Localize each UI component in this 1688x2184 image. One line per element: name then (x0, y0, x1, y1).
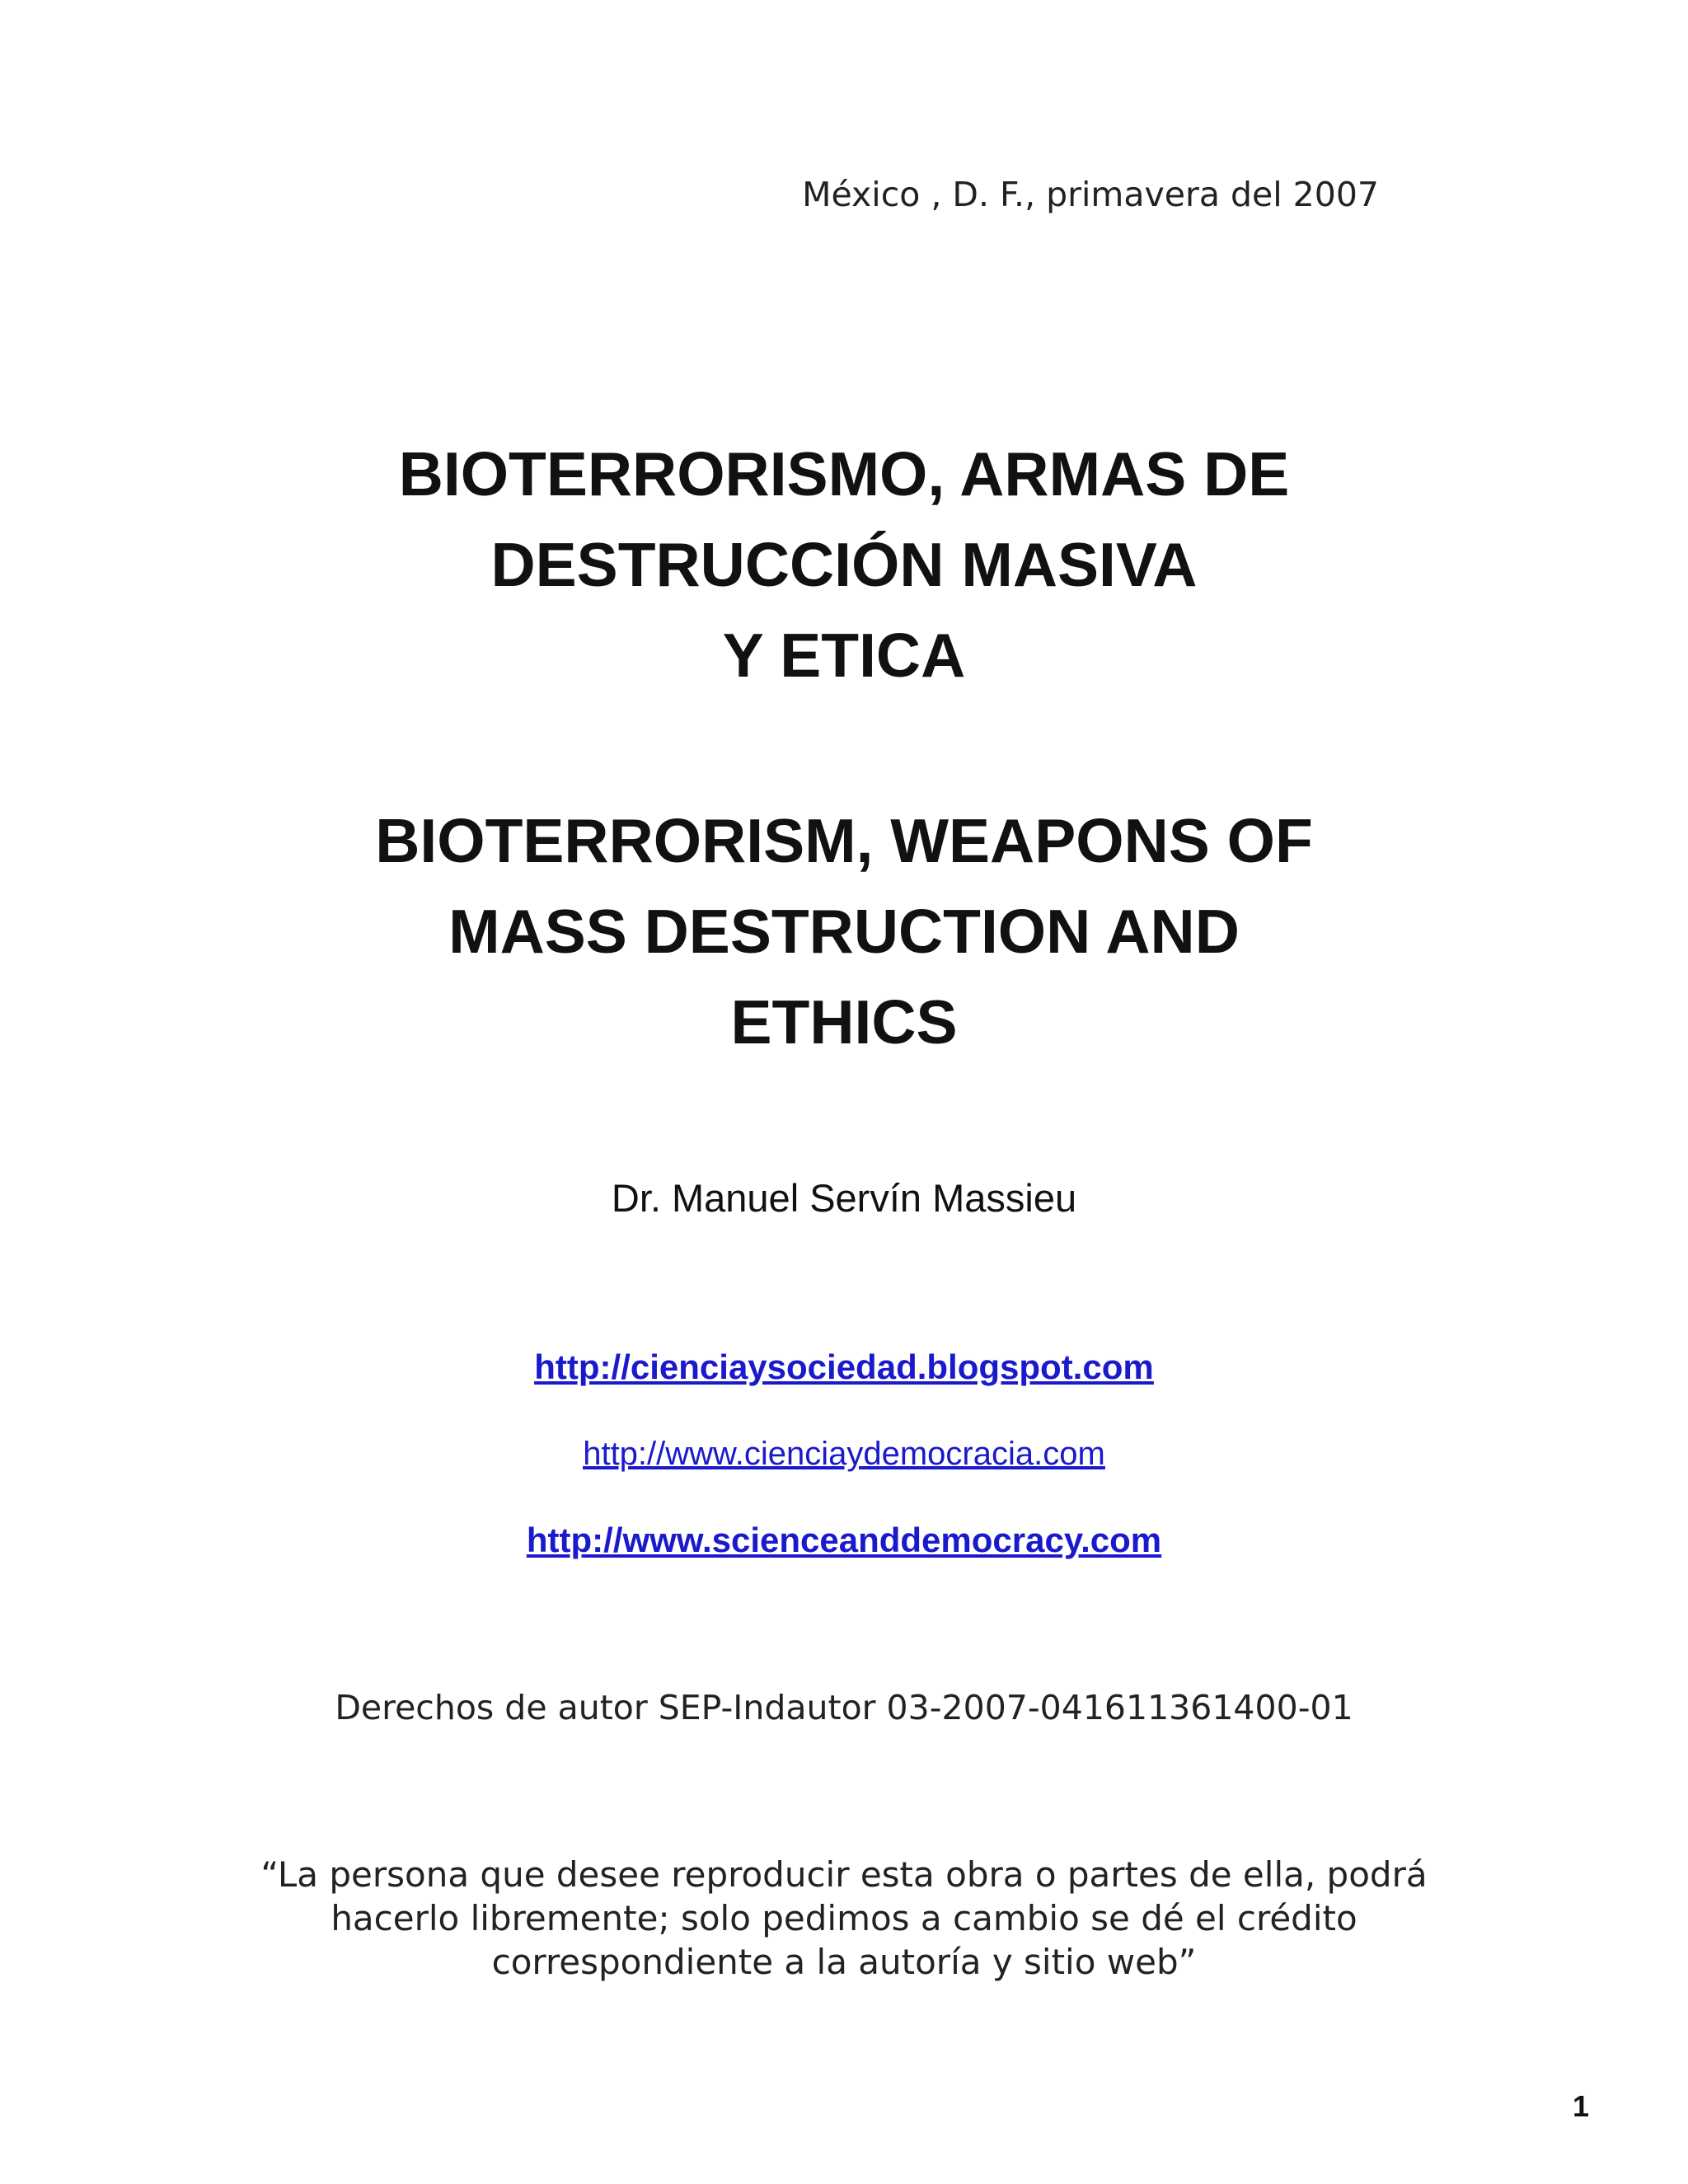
quote-line: correspondiente a la autoría y sitio web” (491, 1942, 1197, 1982)
title-spanish-line: DESTRUCCIÓN MASIVA (490, 530, 1198, 599)
link-row (0, 1347, 1688, 1387)
title-spanish (0, 429, 1688, 701)
science-democracy-link[interactable]: http://www.scienceanddemocracy.com (526, 1521, 1162, 1559)
reproduction-quote (0, 1853, 1688, 1984)
title-english-line: ETHICS (730, 987, 958, 1057)
title-spanish-line: BIOTERRORISMO, ARMAS DE (398, 439, 1290, 509)
blog-link[interactable]: http://cienciaysociedad.blogspot.com (534, 1347, 1154, 1386)
title-english (0, 795, 1688, 1067)
link-row (0, 1436, 1688, 1473)
copyright-notice: Derechos de autor SEP-Indautor 03-2007-041611361400-01 (335, 1688, 1353, 1727)
title-english-line: MASS DESTRUCTION AND (448, 897, 1240, 966)
quote-line: “La persona que desee reproducir esta obra o partes de ella, podrá (260, 1854, 1428, 1895)
link-row (0, 1521, 1688, 1560)
date-line: México , D. F., primavera del 2007 (802, 175, 1379, 214)
title-english-line: BIOTERRORISM, WEAPONS OF (375, 806, 1313, 875)
quote-line: hacerlo libremente; solo pedimos a cambio se dé el crédito (331, 1898, 1357, 1938)
page-number: 1 (1572, 2089, 1589, 2123)
ciencia-democracia-link[interactable]: http://www.cienciaydemocracia.com (583, 1436, 1105, 1472)
author-name: Dr. Manuel Servín Massieu (611, 1176, 1077, 1220)
title-spanish-line: Y ETICA (722, 621, 966, 690)
